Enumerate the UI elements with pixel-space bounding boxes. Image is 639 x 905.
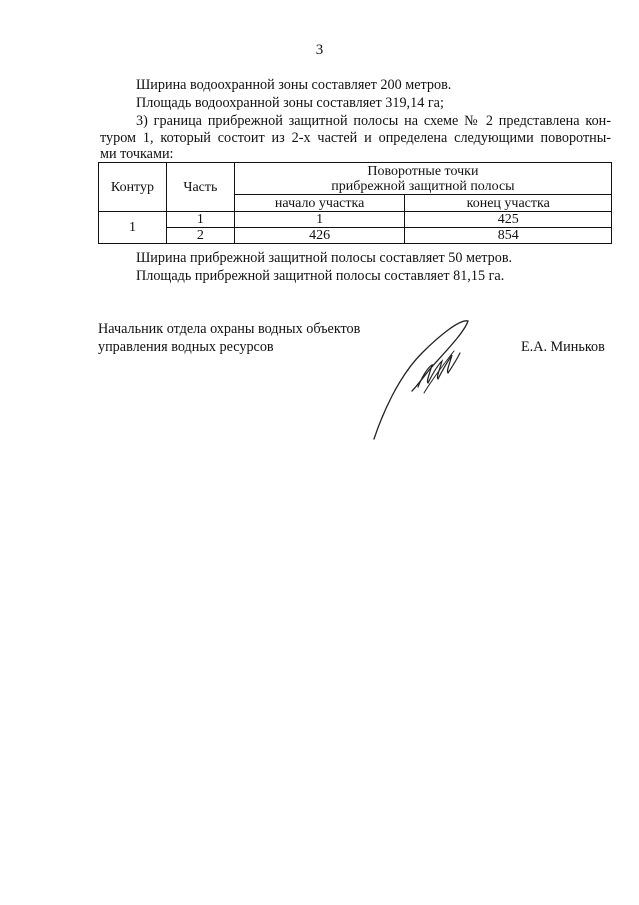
cell-part: 1 <box>166 212 234 228</box>
paragraph-width-strip: Ширина прибрежной защитной полосы составляет 50 метров. <box>136 250 513 266</box>
paragraph-area-water-zone: Площадь водоохранной зоны составляет 319,14 га; <box>136 95 444 111</box>
paragraph-item3-line1: 3) граница прибрежной защитной полосы на схеме № 2 представлена кон- <box>136 113 611 129</box>
page-number: 3 <box>315 42 324 58</box>
signatory-position-line2: управления водных ресурсов <box>98 339 274 355</box>
cell-contour: 1 <box>99 212 167 244</box>
cell-end: 854 <box>405 228 612 244</box>
paragraph-item3-line3: ми точками: <box>100 146 174 162</box>
cell-part: 2 <box>166 228 234 244</box>
turning-points-table <box>98 162 612 244</box>
paragraph-item3-line2: туром 1, который состоит из 2-х частей и определена следующими поворотны- <box>100 130 611 146</box>
signatory-position-line1: Начальник отдела охраны водных объектов <box>98 321 361 337</box>
header-turning-points-line2: прибрежной защитной полосы <box>331 178 515 194</box>
paragraph-area-strip: Площадь прибрежной защитной полосы составляет 81,15 га. <box>136 268 505 284</box>
cell-start: 1 <box>234 212 405 228</box>
cell-end: 425 <box>405 212 612 228</box>
header-end: конец участка <box>405 195 612 212</box>
paragraph-width-water-zone: Ширина водоохранной зоны составляет 200 метров. <box>136 77 452 93</box>
table-row <box>99 228 612 244</box>
header-start: начало участка <box>234 195 405 212</box>
handwritten-signature <box>360 305 480 450</box>
header-part: Часть <box>166 163 234 212</box>
header-turning-points <box>234 163 611 195</box>
table-row <box>99 212 612 228</box>
header-turning-points-line1: Поворотные точки <box>367 163 479 179</box>
header-contour: Контур <box>99 163 167 212</box>
signatory-name: Е.А. Миньков <box>521 339 605 355</box>
cell-start: 426 <box>234 228 405 244</box>
